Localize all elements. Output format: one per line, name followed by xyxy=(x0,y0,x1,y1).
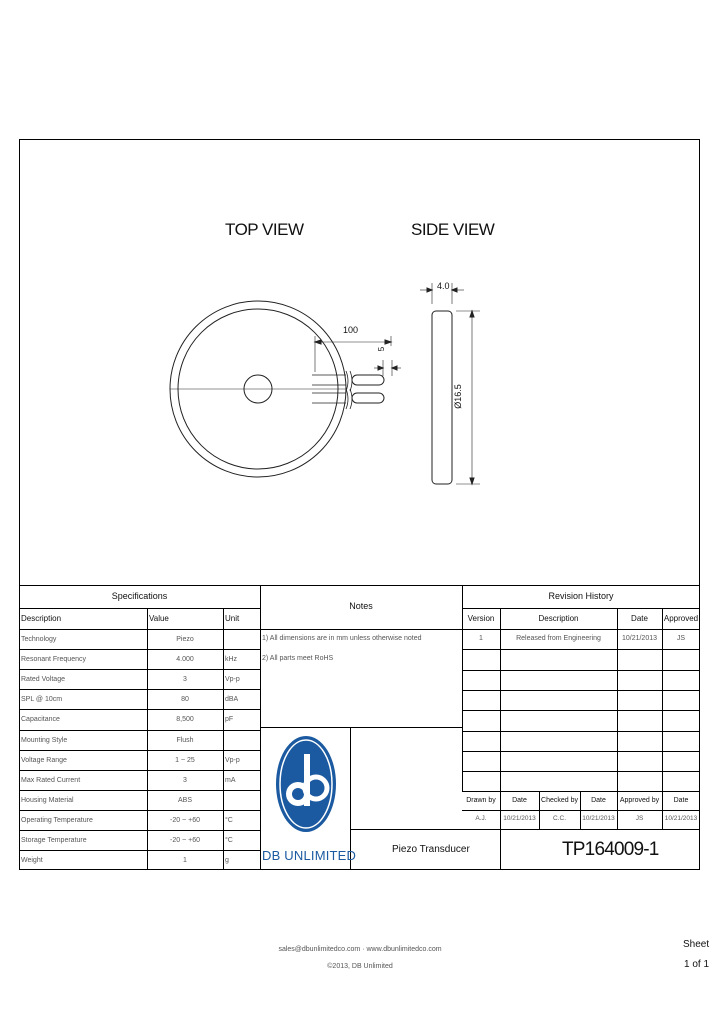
spec-unit: Vp-p xyxy=(225,676,240,684)
signoff-value: A.J. xyxy=(475,815,487,822)
spec-description: Resonant Frequency xyxy=(21,656,86,664)
spec-description: Weight xyxy=(21,857,43,865)
signoff-header: Date xyxy=(512,797,527,804)
specs-header-unit: Unit xyxy=(225,614,240,623)
spec-description: Voltage Range xyxy=(21,756,67,764)
note-item: 1) All dimensions are in mm unless otherwise noted xyxy=(262,635,422,642)
spec-value: 3 xyxy=(183,676,187,684)
signoff-header: Date xyxy=(591,797,606,804)
spec-value: 3 xyxy=(183,776,187,784)
spec-value: 1 ~ 25 xyxy=(175,756,195,764)
footer-contact: sales@dbunlimitedco.com · www.dbunlimitedco.com xyxy=(278,946,442,953)
specs-title: Specifications xyxy=(111,591,168,601)
spec-value: 8,500 xyxy=(176,716,194,724)
spec-value: -20 ~ +60 xyxy=(170,816,200,824)
revision-title: Revision History xyxy=(548,591,614,601)
specs-header-value: Value xyxy=(149,614,169,623)
logo-text: DB UNLIMITED xyxy=(262,848,357,863)
spec-description: Rated Voltage xyxy=(21,676,65,684)
revision-header-date: Date xyxy=(631,614,648,623)
spec-value: 1 xyxy=(183,857,187,865)
revision-header-description: Description xyxy=(538,614,579,623)
spec-description: Mounting Style xyxy=(21,736,68,744)
revision-approved: JS xyxy=(676,635,686,642)
spec-unit: °C xyxy=(225,816,233,824)
signoff-header: Checked by xyxy=(541,797,578,804)
specs-header-description: Description xyxy=(21,614,62,623)
lead-wire-1 xyxy=(352,375,384,385)
top-view-title: TOP VIEW xyxy=(225,220,304,239)
spec-value: 80 xyxy=(181,696,189,704)
revision-header-version: Version xyxy=(467,614,495,623)
spec-unit: g xyxy=(225,857,229,865)
spec-value: Flush xyxy=(176,736,194,744)
revision-version: 1 xyxy=(479,635,483,642)
signoff-value: 10/21/2013 xyxy=(503,815,536,822)
spec-unit: °C xyxy=(225,837,233,844)
thickness-dim: 4.0 xyxy=(437,281,450,291)
notes-title: Notes xyxy=(349,601,373,611)
lead-spacing-dim: 5 xyxy=(377,346,387,352)
side-view-title: SIDE VIEW xyxy=(411,220,495,239)
spec-description: Max Rated Current xyxy=(21,776,81,784)
sheet-label: Sheet xyxy=(683,939,710,950)
lead-length-dim: 100 xyxy=(343,325,359,335)
footer-copyright: ©2013, DB Unlimited xyxy=(327,963,393,970)
signoff-value: 10/21/2013 xyxy=(582,815,615,822)
spec-value: -20 ~ +60 xyxy=(170,837,200,844)
revision-header-approved: Approved xyxy=(663,614,699,623)
revision-date: 10/21/2013 xyxy=(621,635,658,642)
spec-description: Technology xyxy=(21,636,57,643)
spec-unit: Vp-p xyxy=(225,756,240,764)
spec-unit: mA xyxy=(225,776,236,784)
db-unlimited-logo xyxy=(274,732,338,836)
signoff-header: Drawn by xyxy=(466,797,496,804)
spec-unit: dBA xyxy=(225,696,239,704)
spec-value: ABS xyxy=(177,796,192,804)
spec-value: Piezo xyxy=(176,636,194,643)
signoff-value: 10/21/2013 xyxy=(664,815,698,822)
signoff-header: Date xyxy=(673,797,689,804)
signoff-header: Approved by xyxy=(619,797,660,804)
lead-wire-2 xyxy=(352,393,384,403)
spec-description: Housing Material xyxy=(21,796,74,804)
revision-description: Released from Engineering xyxy=(516,635,601,642)
side-view-body xyxy=(432,311,452,484)
note-item: 2) All parts meet RoHS xyxy=(262,655,334,662)
spec-description: Storage Temperature xyxy=(21,837,87,844)
part-number: TP164009-1 xyxy=(562,839,659,860)
signoff-value: C.C. xyxy=(553,815,566,822)
diameter-dim: Ø16.5 xyxy=(452,384,463,409)
spec-value: 4.000 xyxy=(176,656,194,664)
spec-description: SPL @ 10cm xyxy=(21,696,63,704)
spec-description: Capacitance xyxy=(21,716,60,724)
sheet-value: 1 of 1 xyxy=(684,959,710,970)
spec-unit: kHz xyxy=(225,656,238,664)
spec-unit: pF xyxy=(225,716,234,724)
part-name: Piezo Transducer xyxy=(392,844,470,855)
spec-description: Operating Temperature xyxy=(21,816,93,824)
signoff-value: JS xyxy=(635,815,644,822)
